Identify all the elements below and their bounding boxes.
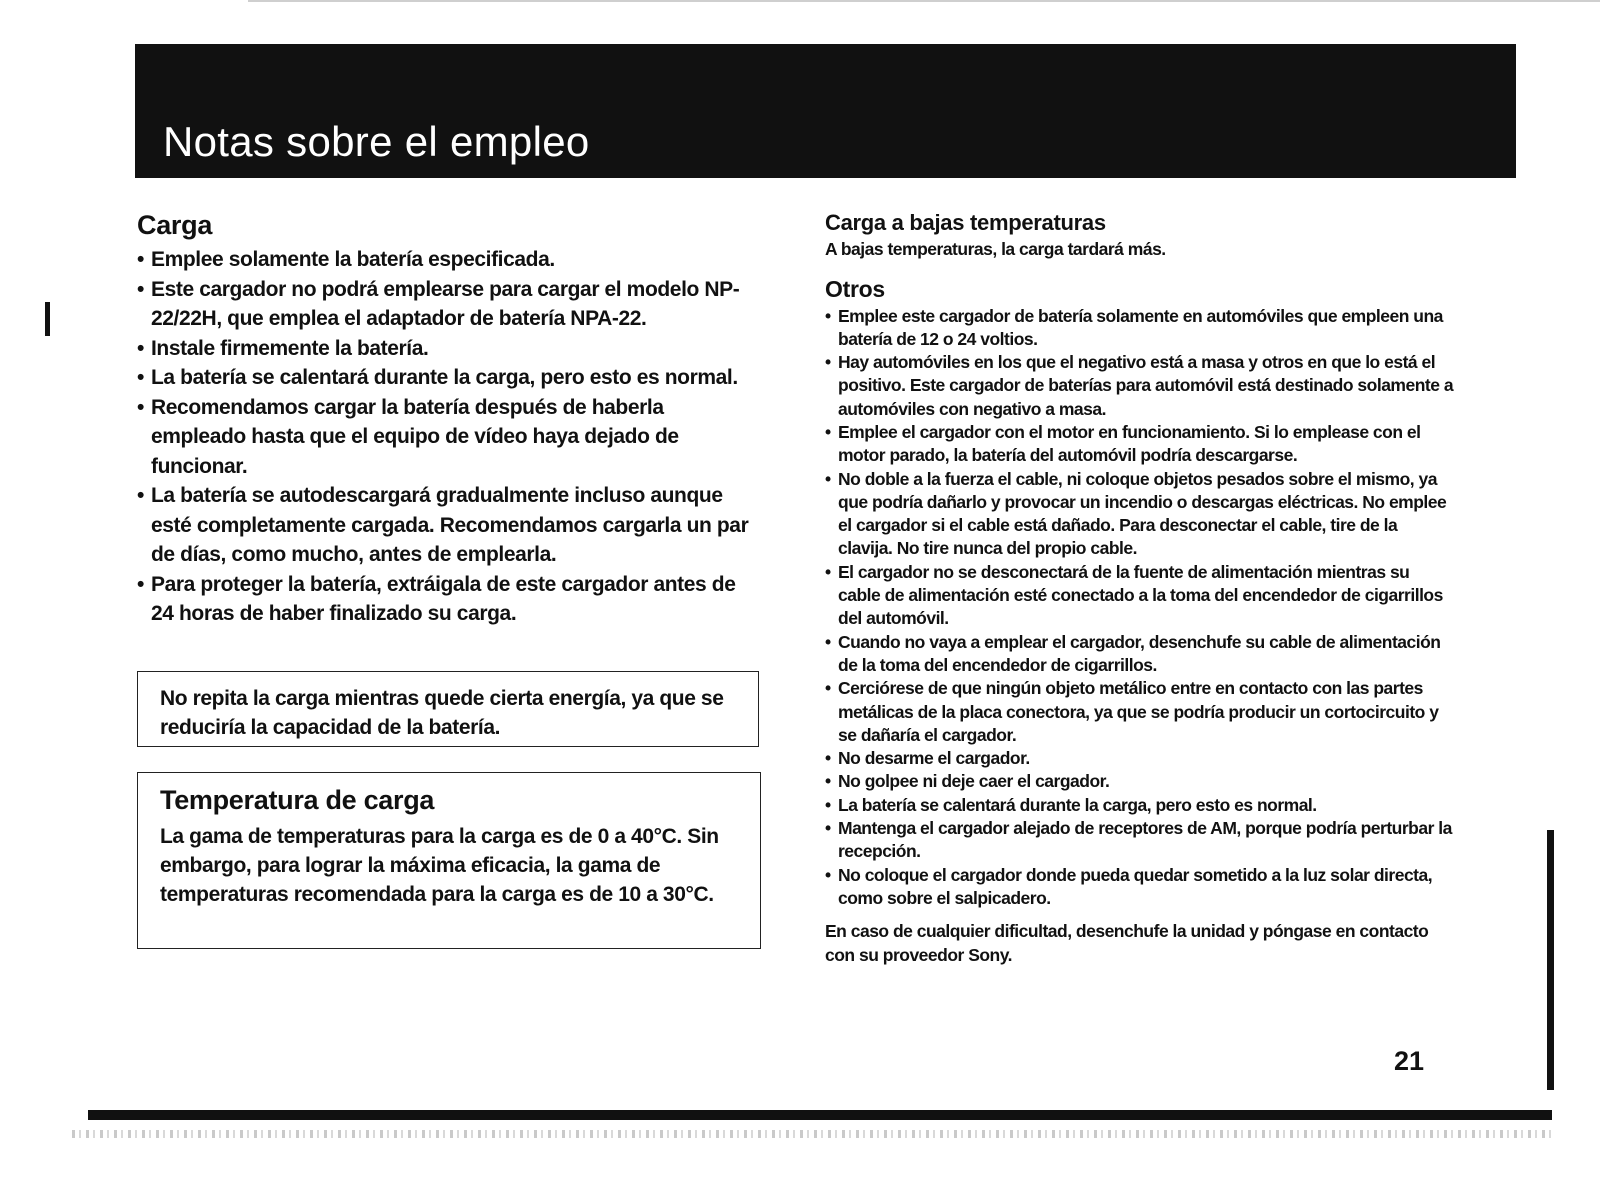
list-item: • La batería se calentará durante la carga, pero esto es normal. — [825, 794, 1455, 817]
list-item: • Emplee este cargador de batería solamente en automóviles que empleen una batería de 12 o 24 voltios. — [825, 305, 1455, 352]
list-item: • Mantenga el cargador alejado de receptores de AM, porque podría perturbar la recepción. — [825, 817, 1455, 864]
list-item: • No golpee ni deje caer el cargador. — [825, 770, 1455, 793]
list-item: • No doble a la fuerza el cable, ni coloque objetos pesados sobre el mismo, ya que podría dañarlo y provocar un incendio o descargas eléctricas. No emplee el cargador si el cable está dañado. Para desconectar el cable, tire de la clavija. No tire nunca del propio cable. — [825, 468, 1455, 561]
scan-artifact — [72, 1130, 1552, 1138]
list-item: • Este cargador no podrá emplearse para cargar el modelo NP-22/22H, que emplea el adaptador de batería NPA-22. — [137, 275, 762, 334]
page-number: 21 — [1394, 1046, 1425, 1076]
emphasis-text: Este cargador de baterías para automóvil está destinado solamente a automóviles con negativo a masa. — [838, 375, 1454, 419]
temperature-box — [137, 772, 761, 949]
list-item: • La batería se autodescargará gradualmente incluso aunque esté completamente cargada. Recomendamos cargarla un par de días, como mucho, antes de emplearla. — [137, 481, 762, 570]
list-item: • Para proteger la batería, extráigala de este cargador antes de 24 horas de haber finalizado su carga. — [137, 570, 762, 629]
section-heading-otros: Otros — [825, 275, 885, 302]
list-item: • La batería se calentará durante la carga, pero esto es normal. — [137, 363, 762, 393]
bajas-text: A bajas temperaturas, la carga tardará más. — [825, 239, 1166, 259]
margin-mark — [45, 302, 50, 336]
margin-mark — [1547, 830, 1554, 1090]
top-rule — [248, 0, 1600, 2]
list-item: • El cargador no se desconectará de la fuente de alimentación mientras su cable de alimentación esté conectado a la toma del encendedor de cigarrillos del automóvil. — [825, 561, 1455, 631]
note-text: No repita la carga mientras quede cierta energía, ya que se reduciría la capacidad de la batería. — [160, 687, 724, 739]
note-box — [137, 671, 759, 747]
section-heading-carga: Carga — [137, 210, 213, 240]
temperature-text: La gama de temperaturas para la carga es de 0 a 40°C. Sin embargo, para lograr la máxima eficacia, la gama de temperaturas recomendada para la carga es de 10 a 30°C. — [160, 825, 719, 906]
carga-list — [137, 245, 762, 629]
list-item: • Cuando no vaya a emplear el cargador, desenchufe su cable de alimentación de la toma del encendedor de cigarrillos. — [825, 631, 1455, 678]
list-item: • Emplee solamente la batería especificada. — [137, 245, 762, 275]
section-heading-bajas: Carga a bajas temperaturas — [825, 210, 1106, 235]
list-item: • No coloque el cargador donde pueda quedar sometido a la luz solar directa, como sobre el salpicadero. — [825, 864, 1455, 911]
title-bar — [135, 44, 1516, 178]
section-heading-temperatura: Temperatura de carga — [160, 785, 435, 815]
right-column — [825, 210, 1455, 967]
left-column — [137, 210, 762, 629]
otros-list — [825, 305, 1455, 911]
list-item: • No desarme el cargador. — [825, 747, 1455, 770]
list-item: • Cerciórese de que ningún objeto metálico entre en contacto con las partes metálicas de la placa conectora, ya que se podría producir un cortocircuito y se dañaría el cargador. — [825, 677, 1455, 747]
list-item — [825, 351, 1455, 421]
page-title: Notas sobre el empleo — [163, 118, 590, 165]
list-item: • Instale firmemente la batería. — [137, 334, 762, 364]
list-item: • Emplee el cargador con el motor en funcionamiento. Si lo emplease con el motor parado, la batería del automóvil podría descargarse. — [825, 421, 1455, 468]
bottom-rule — [88, 1110, 1552, 1120]
closing-text: En caso de cualquier dificultad, desenchufe la unidad y póngase en contacto con su proveedor Sony. — [825, 921, 1429, 965]
list-item-text: Hay automóviles en los que el negativo está a masa y otros en que lo está el positivo. — [838, 352, 1436, 396]
list-item: • Recomendamos cargar la batería después de haberla empleado hasta que el equipo de vídeo haya dejado de funcionar. — [137, 393, 762, 482]
